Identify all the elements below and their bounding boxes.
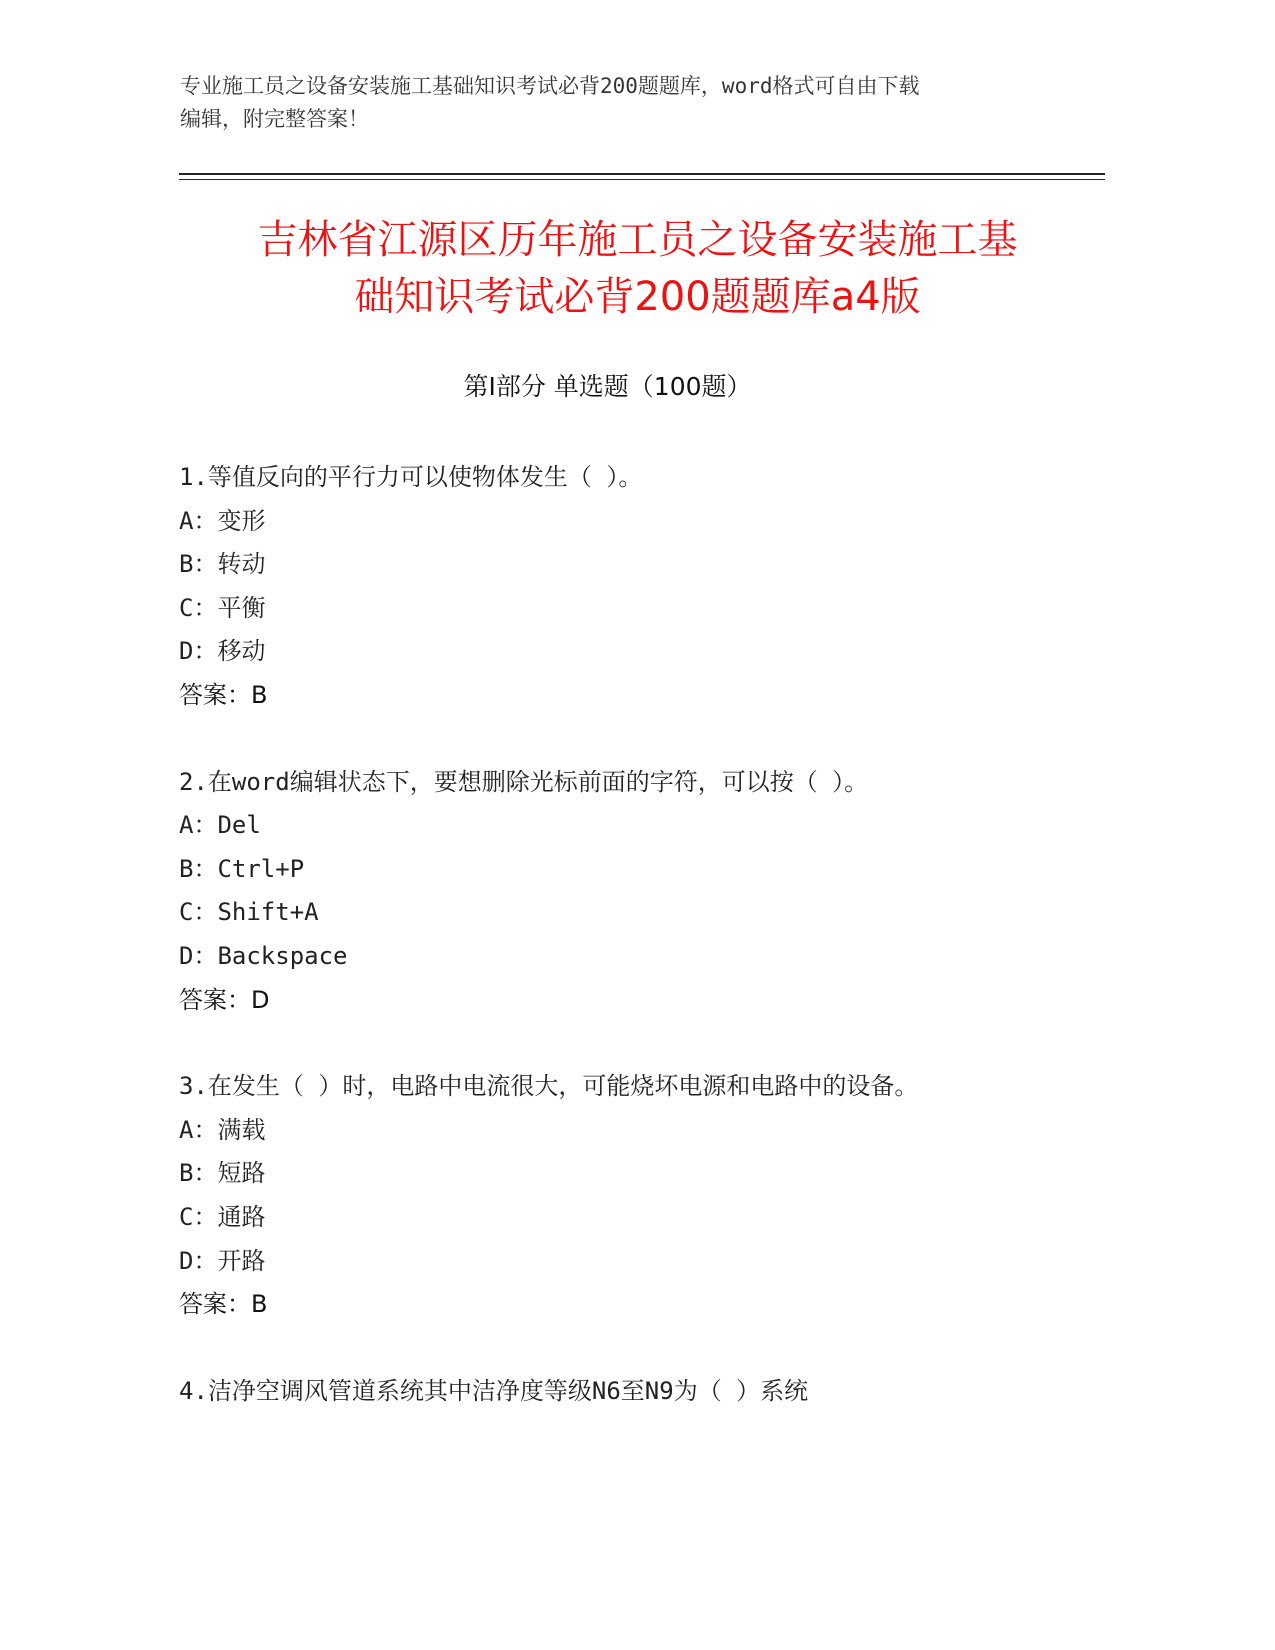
header-note (180, 70, 1060, 136)
section-title: 第Ⅰ部分 单选题（100题） (463, 372, 752, 401)
option-c: C：Shift+A (179, 898, 319, 927)
document-title (130, 212, 1145, 326)
option-a: A：Del (179, 811, 261, 840)
option-d: D：Backspace (179, 941, 348, 970)
question-3 (179, 1065, 1119, 1327)
header-note-line-2: 编辑，附完整答案！ (180, 107, 369, 131)
document-title-line-2: 础知识考试必背200题题库a4版 (354, 274, 921, 320)
option-b: B：Ctrl+P (179, 854, 305, 883)
header-divider-thick (179, 173, 1105, 175)
option-b: B：转动 (179, 550, 266, 579)
option-c: C：通路 (179, 1202, 266, 1231)
question-stem: 3.在发生（ ）时，电路中电流很大，可能烧坏电源和电路中的设备。 (179, 1072, 919, 1101)
option-c: C：平衡 (179, 593, 266, 622)
question-list (179, 456, 1119, 1456)
question-4 (179, 1370, 1119, 1414)
question-stem: 1.等值反向的平行力可以使物体发生（ ）。 (179, 463, 643, 491)
question-1 (179, 456, 1119, 718)
option-d: D：移动 (179, 637, 266, 666)
answer-line: 答案：B (179, 1290, 268, 1319)
answer-line: 答案：D (179, 985, 270, 1014)
header-divider-thin (179, 179, 1105, 180)
option-a: A：满载 (179, 1115, 266, 1144)
header-note-line-1: 专业施工员之设备安装施工基础知识考试必背200题题库，word格式可自由下载 (180, 74, 920, 98)
document-title-line-1: 吉林省江源区历年施工员之设备安装施工基 (257, 217, 1018, 263)
question-2 (179, 761, 1119, 1023)
answer-line: 答案：B (179, 680, 268, 709)
option-d: D：开路 (179, 1246, 266, 1275)
question-stem: 2.在word编辑状态下，要想删除光标前面的字符，可以按（ ）。 (179, 767, 869, 796)
question-stem: 4.洁净空调风管道系统其中洁净度等级N6至N9为（ ）系统 (179, 1376, 809, 1405)
option-b: B：短路 (179, 1159, 266, 1188)
option-a: A：变形 (179, 506, 266, 535)
